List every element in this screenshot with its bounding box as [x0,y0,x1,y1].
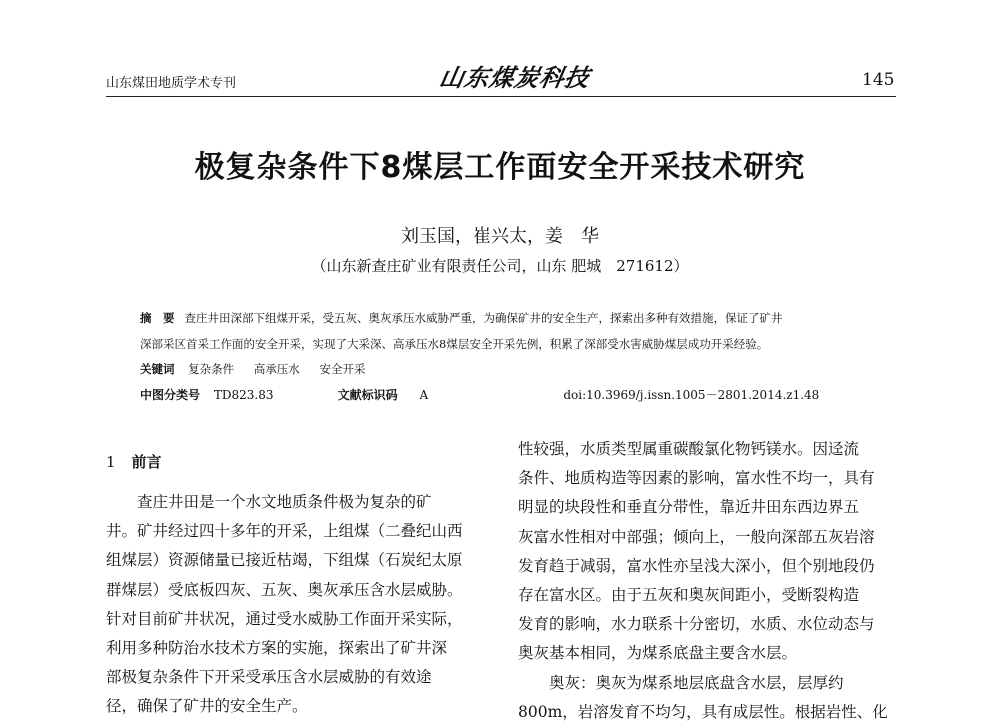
text-line: 井。矿井经过四十多年的开采，上组煤（二叠纪山西 [106,522,463,541]
text-line: 奥灰基本相同，为煤系底盘主要含水层。 [518,644,798,663]
text-line: 利用多种防治水技术方案的实施，探索出了矿井深 [106,638,448,657]
text-line: 群煤层）受底板四灰、五灰、奥灰承压含水层威胁。 [106,580,463,599]
left-column [106,488,491,722]
abstract-line [140,310,783,326]
text-line: 800m，岩溶发育不均匀，具有成层性。根据岩性、化 [518,702,888,721]
keywords-label: 关键词 [140,362,175,376]
journal-name: 山东煤田地质学术专刊 [106,76,237,91]
clc-label: 中图分类号 [140,388,201,402]
abstract-line: 深部采区首采工作面的安全开采，实现了大采深、高承压水8煤层安全开采先例，积累了深部受水害威胁煤层成功开采经验。 [140,337,769,351]
section-number: 1 [106,453,116,471]
authors: 刘玉国，崔兴太，姜 华 [401,226,599,247]
text-line: 径，确保了矿井的安全生产。 [106,697,308,716]
journal-logo: 山东煤炭科技 [437,63,593,92]
keywords [140,361,365,377]
section-heading [106,451,162,472]
doc-code-label: 文献标识码 [337,388,398,402]
text-line: 查庄井田是一个水文地质条件极为复杂的矿 [106,493,432,511]
paper-title: 极复杂条件下8煤层工作面安全开采技术研究 [194,150,806,185]
text-line: 存在富水区。由于五灰和奥灰间距小，受断裂构造 [518,585,860,604]
text-line: 针对目前矿井状况，通过受水威胁工作面开采实际， [106,609,463,628]
text-line: 明显的块段性和垂直分带性，靠近井田东西边界五 [518,498,860,517]
keyword: 复杂条件 [188,362,235,376]
doi: doi:10.3969/j.issn.1005－2801.2014.z1.48 [563,388,820,402]
text-line: 发育的影响，水力联系十分密切，水质、水位动态与 [518,615,875,634]
header-rule [106,96,896,97]
text-line: 灰富水性相对中部强；倾向上，一般向深部五灰岩溶 [518,527,875,546]
keyword: 高承压水 [253,362,300,376]
classification [140,386,819,403]
abstract-text: 查庄井田深部下组煤开采，受五灰、奥灰承压水威胁严重，为确保矿井的安全生产，探索出多种有效措施，保证了矿井 [184,311,783,325]
clc-value: TD823.83 [213,388,274,402]
right-column [518,435,896,727]
section-title: 前言 [131,453,162,471]
text-line: 发育趋于减弱，富水性亦呈浅大深小，但个别地段仍 [518,556,875,575]
page-number: 145 [862,70,895,90]
text-line: 部极复杂条件下开采受承压含水层威胁的有效途 [106,668,432,687]
text-line: 奥灰：奥灰为煤系地层底盘含水层，层厚约 [518,673,844,692]
text-line: 组煤层）资源储量已接近枯竭，下组煤（石炭纪太原 [106,551,463,570]
abstract-label: 摘 要 [140,311,175,325]
affiliation: （山东新查庄矿业有限责任公司，山东 肥城 271612） [311,257,689,275]
text-line: 性较强，水质类型属重碳酸氯化物钙镁水。因迳流 [518,440,860,458]
keyword: 安全开采 [319,362,366,376]
doc-code-value: A [419,388,429,402]
text-line: 条件、地质构造等因素的影响，富水性不均一，具有 [518,469,875,488]
